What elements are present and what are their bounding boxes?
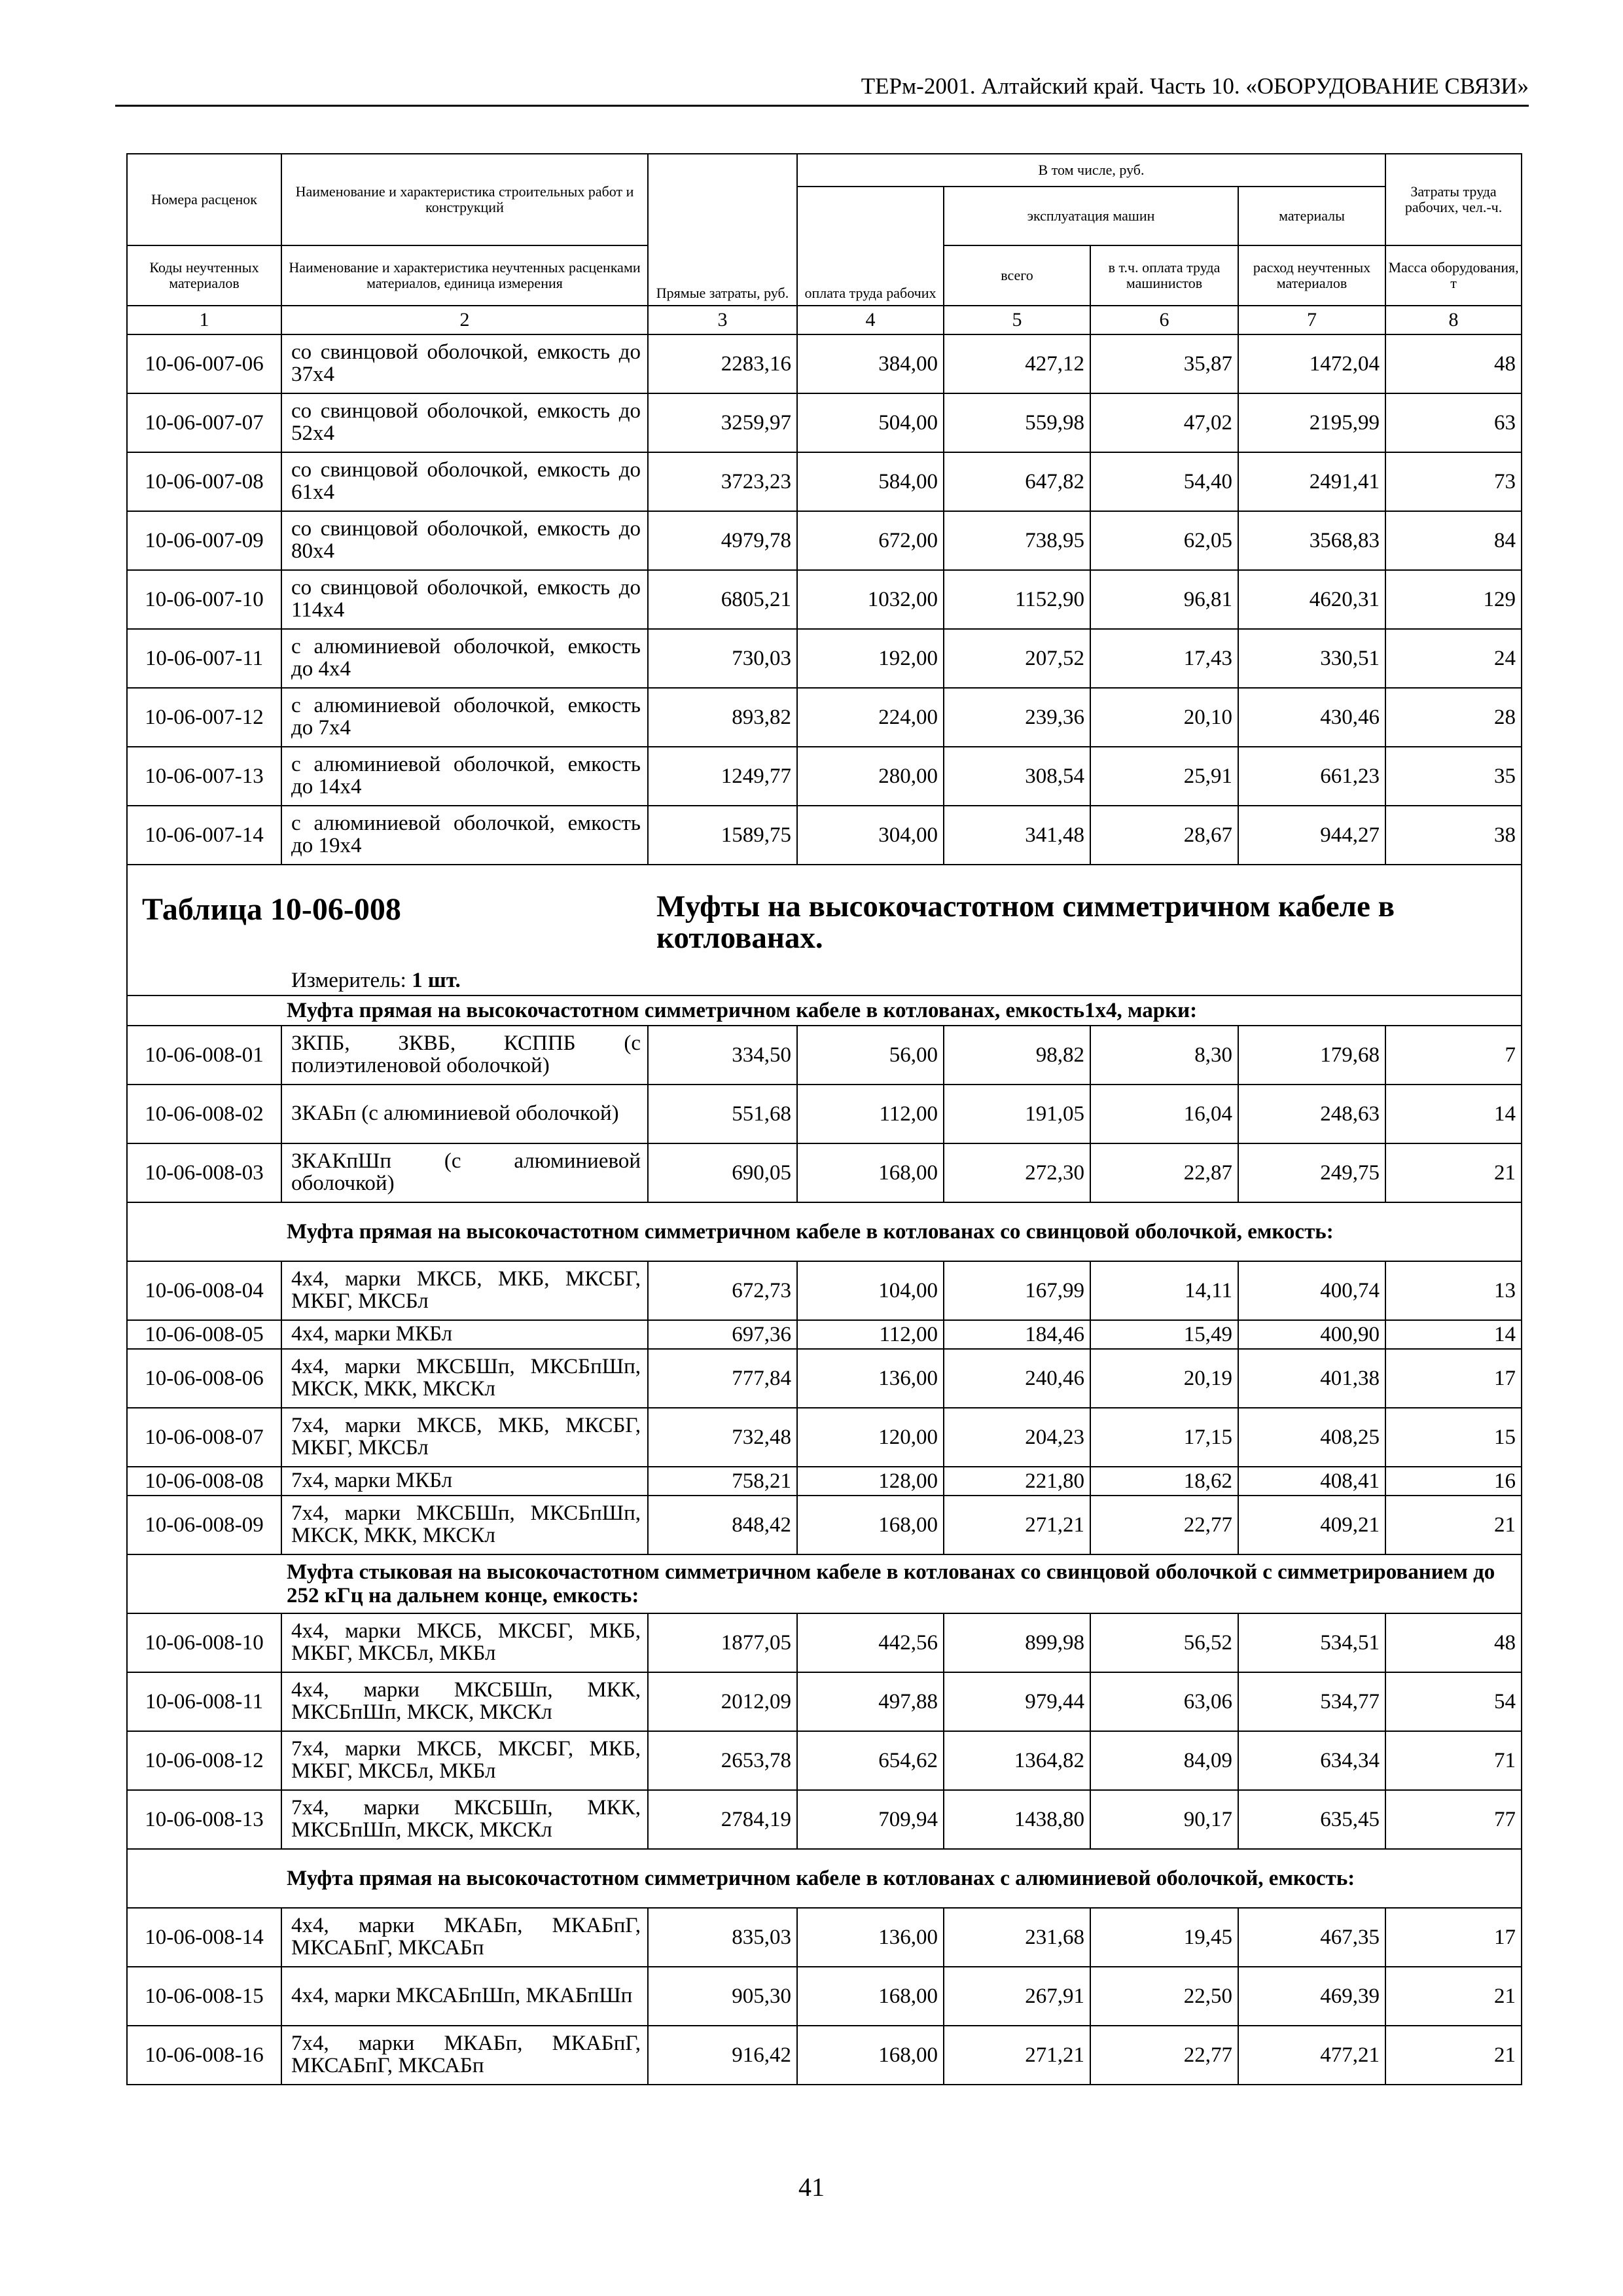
direct-costs: 835,03 xyxy=(648,1908,797,1967)
direct-costs: 697,36 xyxy=(648,1320,797,1349)
direct-costs: 690,05 xyxy=(648,1143,797,1202)
rate-code: 10-06-008-01 xyxy=(127,1026,281,1085)
operator-pay: 15,49 xyxy=(1090,1320,1238,1349)
direct-costs: 3723,23 xyxy=(648,452,797,511)
rates-table xyxy=(126,153,1522,2085)
labor-hours: 21 xyxy=(1385,1967,1522,2026)
rate-code: 10-06-007-14 xyxy=(127,806,281,865)
labor-hours: 15 xyxy=(1385,1408,1522,1467)
work-name: 4х4, марки МКБл xyxy=(281,1320,648,1349)
machine-total: 167,99 xyxy=(944,1261,1090,1320)
labor-pay: 56,00 xyxy=(797,1026,944,1085)
rate-code: 10-06-007-10 xyxy=(127,570,281,629)
direct-costs: 551,68 xyxy=(648,1085,797,1143)
operator-pay: 22,77 xyxy=(1090,1496,1238,1554)
machine-total: 240,46 xyxy=(944,1349,1090,1408)
operator-pay: 16,04 xyxy=(1090,1085,1238,1143)
direct-costs: 6805,21 xyxy=(648,570,797,629)
table-008-heading xyxy=(127,865,1522,996)
rate-code: 10-06-008-13 xyxy=(127,1790,281,1849)
work-name: со свинцовой оболочкой, емкость до 52х4 xyxy=(281,393,648,452)
materials-cost: 634,34 xyxy=(1238,1731,1385,1790)
direct-costs: 2653,78 xyxy=(648,1731,797,1790)
labor-pay: 304,00 xyxy=(797,806,944,865)
table-row xyxy=(127,1496,1522,1554)
operator-pay: 8,30 xyxy=(1090,1026,1238,1085)
table-row xyxy=(127,1731,1522,1790)
rate-code: 10-06-008-14 xyxy=(127,1908,281,1967)
machine-total: 1364,82 xyxy=(944,1731,1090,1790)
direct-costs: 1877,05 xyxy=(648,1613,797,1672)
labor-hours: 73 xyxy=(1385,452,1522,511)
work-name: 7х4, марки МКАБп, МКАБпГ, МКСАБпГ, МКСАБп xyxy=(281,2026,648,2085)
machine-total: 1438,80 xyxy=(944,1790,1090,1849)
header-material-codes: Коды неучтенных материалов xyxy=(127,245,281,306)
labor-hours: 7 xyxy=(1385,1026,1522,1085)
header-work-name: Наименование и характеристика строительных работ и конструкций xyxy=(281,154,648,245)
labor-hours: 129 xyxy=(1385,570,1522,629)
table-row xyxy=(127,1467,1522,1496)
labor-pay: 224,00 xyxy=(797,688,944,747)
rate-code: 10-06-008-15 xyxy=(127,1967,281,2026)
machine-total: 207,52 xyxy=(944,629,1090,688)
labor-pay: 136,00 xyxy=(797,1349,944,1408)
header-material-name: Наименование и характеристика неучтенных расценками материалов, единица измерения xyxy=(281,245,648,306)
machine-total: 271,21 xyxy=(944,2026,1090,2085)
labor-pay: 120,00 xyxy=(797,1408,944,1467)
direct-costs: 758,21 xyxy=(648,1467,797,1496)
header-machine-operation: эксплуатация машин xyxy=(944,187,1238,245)
rate-code: 10-06-008-05 xyxy=(127,1320,281,1349)
labor-hours: 17 xyxy=(1385,1349,1522,1408)
labor-pay: 1032,00 xyxy=(797,570,944,629)
column-number-row xyxy=(127,306,1522,334)
machine-total: 204,23 xyxy=(944,1408,1090,1467)
machine-total: 239,36 xyxy=(944,688,1090,747)
work-name: ЗКПБ, ЗКВБ, КСППБ (с полиэтиленовой оболочкой) xyxy=(281,1026,648,1085)
work-name: ЗКАБп (с алюминиевой оболочкой) xyxy=(281,1085,648,1143)
table-row xyxy=(127,688,1522,747)
table-title: Таблица 10-06-008 xyxy=(142,892,401,927)
labor-hours: 77 xyxy=(1385,1790,1522,1849)
header-direct-costs: Прямые затраты, руб. xyxy=(648,154,797,306)
table-row xyxy=(127,452,1522,511)
machine-total: 647,82 xyxy=(944,452,1090,511)
labor-pay: 128,00 xyxy=(797,1467,944,1496)
materials-cost: 944,27 xyxy=(1238,806,1385,865)
machine-total: 271,21 xyxy=(944,1496,1090,1554)
operator-pay: 54,40 xyxy=(1090,452,1238,511)
machine-total: 98,82 xyxy=(944,1026,1090,1085)
machine-total: 899,98 xyxy=(944,1613,1090,1672)
rate-code: 10-06-008-06 xyxy=(127,1349,281,1408)
work-name: 4х4, марки МКСБ, МКБ, МКСБГ, МКБГ, МКСБл xyxy=(281,1261,648,1320)
table-row xyxy=(127,1408,1522,1467)
table-row xyxy=(127,2026,1522,2085)
materials-cost: 400,90 xyxy=(1238,1320,1385,1349)
direct-costs: 777,84 xyxy=(648,1349,797,1408)
table-row xyxy=(127,1672,1522,1731)
work-name: с алюминиевой оболочкой, емкость до 4х4 xyxy=(281,629,648,688)
operator-pay: 47,02 xyxy=(1090,393,1238,452)
group-heading: Муфта стыковая на высокочастотном симметричном кабеле в котлованах со свинцовой оболочкой с симметрированием до 252 кГц на дальнем конце, емкость: xyxy=(281,1554,1522,1613)
column-number: 7 xyxy=(1238,306,1385,334)
labor-hours: 14 xyxy=(1385,1320,1522,1349)
machine-total: 341,48 xyxy=(944,806,1090,865)
direct-costs: 848,42 xyxy=(648,1496,797,1554)
labor-pay: 168,00 xyxy=(797,1143,944,1202)
labor-hours: 21 xyxy=(1385,1143,1522,1202)
operator-pay: 25,91 xyxy=(1090,747,1238,806)
table-row xyxy=(127,334,1522,393)
labor-pay: 584,00 xyxy=(797,452,944,511)
column-number: 5 xyxy=(944,306,1090,334)
table-unit xyxy=(291,969,461,993)
labor-hours: 17 xyxy=(1385,1908,1522,1967)
rate-code: 10-06-008-07 xyxy=(127,1408,281,1467)
labor-hours: 84 xyxy=(1385,511,1522,570)
page-number: 41 xyxy=(798,2172,825,2202)
machine-total: 231,68 xyxy=(944,1908,1090,1967)
table-row xyxy=(127,806,1522,865)
operator-pay: 28,67 xyxy=(1090,806,1238,865)
labor-pay: 104,00 xyxy=(797,1261,944,1320)
materials-cost: 430,46 xyxy=(1238,688,1385,747)
header-equipment-mass: Масса оборудования, т xyxy=(1385,245,1522,306)
materials-cost: 534,77 xyxy=(1238,1672,1385,1731)
materials-cost: 4620,31 xyxy=(1238,570,1385,629)
operator-pay: 22,77 xyxy=(1090,2026,1238,2085)
operator-pay: 20,19 xyxy=(1090,1349,1238,1408)
operator-pay: 19,45 xyxy=(1090,1908,1238,1967)
rate-code: 10-06-008-09 xyxy=(127,1496,281,1554)
table-row xyxy=(127,570,1522,629)
rate-code: 10-06-008-12 xyxy=(127,1731,281,1790)
unit-label: Измеритель: xyxy=(291,969,406,992)
group-heading-spacer xyxy=(127,996,281,1026)
column-number: 1 xyxy=(127,306,281,334)
materials-cost: 330,51 xyxy=(1238,629,1385,688)
work-name: с алюминиевой оболочкой, емкость до 19х4 xyxy=(281,806,648,865)
machine-total: 427,12 xyxy=(944,334,1090,393)
labor-hours: 21 xyxy=(1385,1496,1522,1554)
materials-cost: 179,68 xyxy=(1238,1026,1385,1085)
labor-hours: 48 xyxy=(1385,1613,1522,1672)
machine-total: 267,91 xyxy=(944,1967,1090,2026)
work-name: с алюминиевой оболочкой, емкость до 14х4 xyxy=(281,747,648,806)
group-heading-spacer xyxy=(127,1554,281,1613)
column-number: 8 xyxy=(1385,306,1522,334)
direct-costs: 4979,78 xyxy=(648,511,797,570)
work-name: со свинцовой оболочкой, емкость до 61х4 xyxy=(281,452,648,511)
rate-code: 10-06-008-03 xyxy=(127,1143,281,1202)
header-including: В том числе, руб. xyxy=(797,154,1385,187)
running-header xyxy=(115,63,1529,107)
labor-hours: 54 xyxy=(1385,1672,1522,1731)
materials-cost: 409,21 xyxy=(1238,1496,1385,1554)
table-row xyxy=(127,1790,1522,1849)
work-name: со свинцовой оболочкой, емкость до 114х4 xyxy=(281,570,648,629)
labor-pay: 654,62 xyxy=(797,1731,944,1790)
header-labor-costs: Затраты труда рабочих, чел.-ч. xyxy=(1385,154,1522,245)
direct-costs: 672,73 xyxy=(648,1261,797,1320)
table-row xyxy=(127,393,1522,452)
materials-cost: 2491,41 xyxy=(1238,452,1385,511)
group-heading: Муфта прямая на высокочастотном симметричном кабеле в котлованах с алюминиевой оболочкой, емкость: xyxy=(281,1849,1522,1908)
table-row xyxy=(127,1320,1522,1349)
work-name: ЗКАКпШп (с алюминиевой оболочкой) xyxy=(281,1143,648,1202)
group-heading: Муфта прямая на высокочастотном симметричном кабеле в котлованах, емкость1х4, марки: xyxy=(281,996,1522,1026)
work-name: 4х4, марки МКСАБпШп, МКАБпШп xyxy=(281,1967,648,2026)
header-total: всего xyxy=(944,245,1090,306)
labor-hours: 48 xyxy=(1385,334,1522,393)
rate-code: 10-06-007-12 xyxy=(127,688,281,747)
machine-total: 221,80 xyxy=(944,1467,1090,1496)
labor-pay: 168,00 xyxy=(797,1496,944,1554)
operator-pay: 14,11 xyxy=(1090,1261,1238,1320)
labor-hours: 28 xyxy=(1385,688,1522,747)
work-name: 4х4, марки МКАБп, МКАБпГ, МКСАБпГ, МКСАБп xyxy=(281,1908,648,1967)
direct-costs: 905,30 xyxy=(648,1967,797,2026)
labor-pay: 112,00 xyxy=(797,1085,944,1143)
table-row xyxy=(127,511,1522,570)
materials-cost: 635,45 xyxy=(1238,1790,1385,1849)
labor-hours: 21 xyxy=(1385,2026,1522,2085)
group-heading-row xyxy=(127,996,1522,1026)
direct-costs: 893,82 xyxy=(648,688,797,747)
machine-total: 272,30 xyxy=(944,1143,1090,1202)
direct-costs: 1249,77 xyxy=(648,747,797,806)
machine-total: 738,95 xyxy=(944,511,1090,570)
work-name: 4х4, марки МКСБШп, МКК, МКСБпШп, МКСК, МКСКл xyxy=(281,1672,648,1731)
header-material-consumption: расход неучтенных материалов xyxy=(1238,245,1385,306)
materials-cost: 400,74 xyxy=(1238,1261,1385,1320)
machine-total: 184,46 xyxy=(944,1320,1090,1349)
column-number: 6 xyxy=(1090,306,1238,334)
group-heading: Муфта прямая на высокочастотном симметричном кабеле в котлованах со свинцовой оболочкой, емкость: xyxy=(281,1202,1522,1261)
rate-code: 10-06-008-04 xyxy=(127,1261,281,1320)
work-name: 7х4, марки МКСБ, МКСБГ, МКБ, МКБГ, МКСБл, МКБл xyxy=(281,1731,648,1790)
machine-total: 191,05 xyxy=(944,1085,1090,1143)
direct-costs: 334,50 xyxy=(648,1026,797,1085)
machine-total: 979,44 xyxy=(944,1672,1090,1731)
labor-hours: 38 xyxy=(1385,806,1522,865)
table-row xyxy=(127,1908,1522,1967)
header-labor-pay: оплата труда рабочих xyxy=(797,187,944,306)
operator-pay: 17,43 xyxy=(1090,629,1238,688)
operator-pay: 22,87 xyxy=(1090,1143,1238,1202)
labor-pay: 136,00 xyxy=(797,1908,944,1967)
direct-costs: 2012,09 xyxy=(648,1672,797,1731)
table-row xyxy=(127,1026,1522,1085)
operator-pay: 20,10 xyxy=(1090,688,1238,747)
materials-cost: 477,21 xyxy=(1238,2026,1385,2085)
work-name: с алюминиевой оболочкой, емкость до 7х4 xyxy=(281,688,648,747)
direct-costs: 732,48 xyxy=(648,1408,797,1467)
materials-cost: 2195,99 xyxy=(1238,393,1385,452)
materials-cost: 249,75 xyxy=(1238,1143,1385,1202)
machine-total: 1152,90 xyxy=(944,570,1090,629)
group-heading-row xyxy=(127,1554,1522,1613)
table-row xyxy=(127,1613,1522,1672)
rate-code: 10-06-008-02 xyxy=(127,1085,281,1143)
labor-hours: 71 xyxy=(1385,1731,1522,1790)
labor-pay: 497,88 xyxy=(797,1672,944,1731)
running-header-text: ТЕРм-2001. Алтайский край. Часть 10. «ОБОРУДОВАНИЕ СВЯЗИ» xyxy=(861,73,1529,99)
labor-hours: 16 xyxy=(1385,1467,1522,1496)
table-caption: Муфты на высокочастотном симметричном кабеле в котлованах. xyxy=(656,889,1395,955)
header-incl-operator-pay: в т.ч. оплата труда машинистов xyxy=(1090,245,1238,306)
group-heading-spacer xyxy=(127,1849,281,1908)
materials-cost: 401,38 xyxy=(1238,1349,1385,1408)
table-row xyxy=(127,1085,1522,1143)
materials-cost: 467,35 xyxy=(1238,1908,1385,1967)
rate-code: 10-06-007-06 xyxy=(127,334,281,393)
group-heading-row xyxy=(127,1202,1522,1261)
direct-costs: 3259,97 xyxy=(648,393,797,452)
work-name: 7х4, марки МКСБШп, МКСБпШп, МКСК, МКК, МКСКл xyxy=(281,1496,648,1554)
operator-pay: 63,06 xyxy=(1090,1672,1238,1731)
work-name: 4х4, марки МКСБ, МКСБГ, МКБ, МКБГ, МКСБл, МКБл xyxy=(281,1613,648,1672)
operator-pay: 56,52 xyxy=(1090,1613,1238,1672)
labor-hours: 63 xyxy=(1385,393,1522,452)
labor-hours: 14 xyxy=(1385,1085,1522,1143)
column-number: 4 xyxy=(797,306,944,334)
direct-costs: 1589,75 xyxy=(648,806,797,865)
materials-cost: 408,41 xyxy=(1238,1467,1385,1496)
materials-cost: 534,51 xyxy=(1238,1613,1385,1672)
labor-pay: 709,94 xyxy=(797,1790,944,1849)
labor-pay: 384,00 xyxy=(797,334,944,393)
operator-pay: 18,62 xyxy=(1090,1467,1238,1496)
table-header xyxy=(127,154,1522,334)
table-row xyxy=(127,1261,1522,1320)
table-row xyxy=(127,1143,1522,1202)
rate-code: 10-06-008-10 xyxy=(127,1613,281,1672)
labor-pay: 168,00 xyxy=(797,1967,944,2026)
work-name: со свинцовой оболочкой, емкость до 37х4 xyxy=(281,334,648,393)
table-008-rows xyxy=(127,996,1522,2085)
operator-pay: 84,09 xyxy=(1090,1731,1238,1790)
work-name: 7х4, марки МКСБ, МКБ, МКСБГ, МКБГ, МКСБл xyxy=(281,1408,648,1467)
rate-code: 10-06-008-11 xyxy=(127,1672,281,1731)
rate-code: 10-06-007-08 xyxy=(127,452,281,511)
rate-code: 10-06-007-07 xyxy=(127,393,281,452)
materials-cost: 661,23 xyxy=(1238,747,1385,806)
machine-total: 308,54 xyxy=(944,747,1090,806)
work-name: со свинцовой оболочкой, емкость до 80х4 xyxy=(281,511,648,570)
labor-hours: 35 xyxy=(1385,747,1522,806)
rate-code: 10-06-008-08 xyxy=(127,1467,281,1496)
table-row xyxy=(127,629,1522,688)
materials-cost: 248,63 xyxy=(1238,1085,1385,1143)
materials-cost: 3568,83 xyxy=(1238,511,1385,570)
rate-code: 10-06-007-09 xyxy=(127,511,281,570)
labor-pay: 192,00 xyxy=(797,629,944,688)
rate-code: 10-06-008-16 xyxy=(127,2026,281,2085)
operator-pay: 22,50 xyxy=(1090,1967,1238,2026)
labor-hours: 13 xyxy=(1385,1261,1522,1320)
table-row xyxy=(127,1349,1522,1408)
labor-pay: 672,00 xyxy=(797,511,944,570)
operator-pay: 96,81 xyxy=(1090,570,1238,629)
table-row xyxy=(127,1967,1522,2026)
rate-code: 10-06-007-13 xyxy=(127,747,281,806)
table-row xyxy=(127,747,1522,806)
operator-pay: 17,15 xyxy=(1090,1408,1238,1467)
group-heading-row xyxy=(127,1849,1522,1908)
header-materials: материалы xyxy=(1238,187,1385,245)
materials-cost: 1472,04 xyxy=(1238,334,1385,393)
materials-cost: 469,39 xyxy=(1238,1967,1385,2026)
work-name: 7х4, марки МКСБШп, МКК, МКСБпШп, МКСК, МКСКл xyxy=(281,1790,648,1849)
work-name: 7х4, марки МКБл xyxy=(281,1467,648,1496)
direct-costs: 730,03 xyxy=(648,629,797,688)
labor-pay: 280,00 xyxy=(797,747,944,806)
operator-pay: 62,05 xyxy=(1090,511,1238,570)
labor-pay: 112,00 xyxy=(797,1320,944,1349)
materials-cost: 408,25 xyxy=(1238,1408,1385,1467)
machine-total: 559,98 xyxy=(944,393,1090,452)
operator-pay: 35,87 xyxy=(1090,334,1238,393)
column-number: 2 xyxy=(281,306,648,334)
work-name: 4х4, марки МКСБШп, МКСБпШп, МКСК, МКК, МКСКл xyxy=(281,1349,648,1408)
header-rate-numbers: Номера расценок xyxy=(127,154,281,245)
operator-pay: 90,17 xyxy=(1090,1790,1238,1849)
direct-costs: 2283,16 xyxy=(648,334,797,393)
labor-pay: 168,00 xyxy=(797,2026,944,2085)
unit-value: 1 шт. xyxy=(412,969,461,992)
table-007-rows xyxy=(127,334,1522,865)
direct-costs: 2784,19 xyxy=(648,1790,797,1849)
group-heading-spacer xyxy=(127,1202,281,1261)
labor-pay: 504,00 xyxy=(797,393,944,452)
labor-pay: 442,56 xyxy=(797,1613,944,1672)
labor-hours: 24 xyxy=(1385,629,1522,688)
column-number: 3 xyxy=(648,306,797,334)
rate-code: 10-06-007-11 xyxy=(127,629,281,688)
direct-costs: 916,42 xyxy=(648,2026,797,2085)
